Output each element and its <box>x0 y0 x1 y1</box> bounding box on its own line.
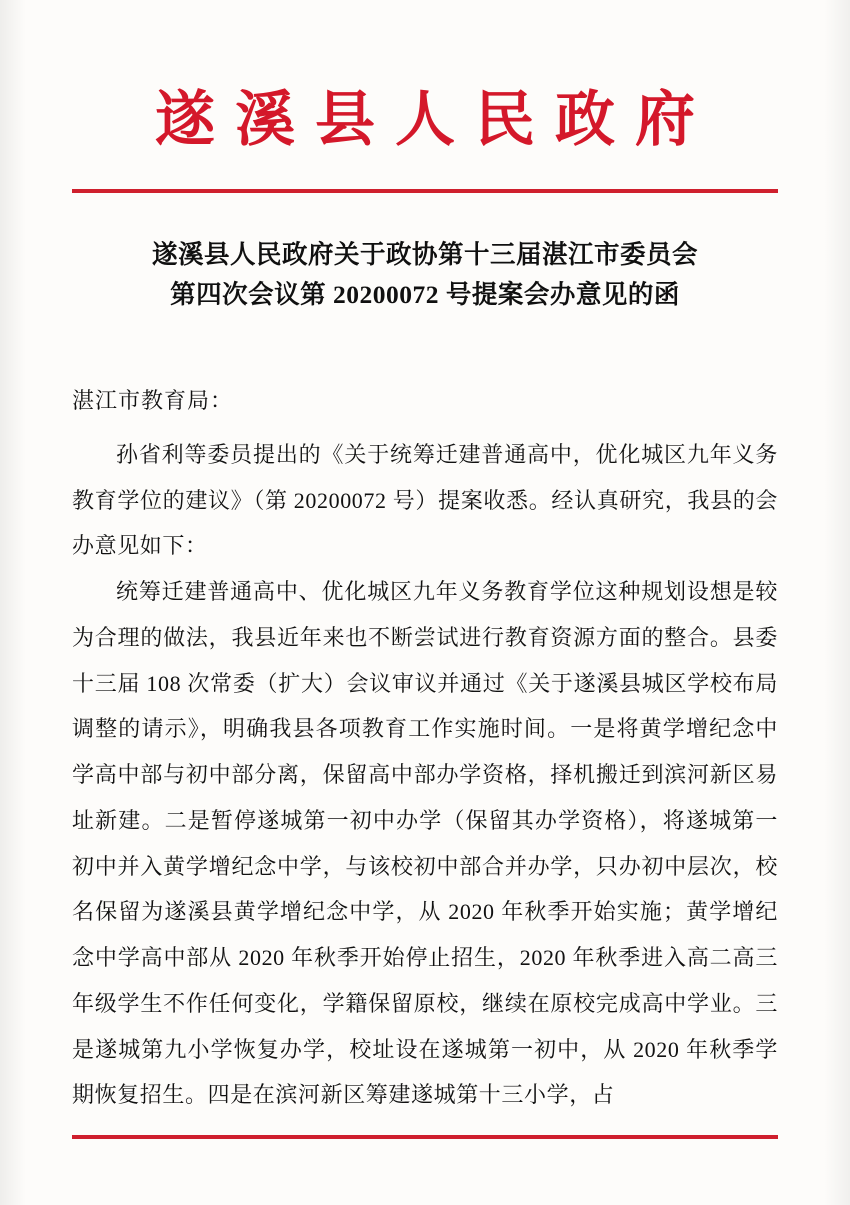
footer-divider <box>72 1135 778 1139</box>
issuing-organization-title: 遂溪县人民政府 <box>155 87 715 153</box>
recipient-line: 湛江市教育局： <box>72 388 234 414</box>
document-title <box>72 235 778 314</box>
document-title-line-1: 遂溪县人民政府关于政协第十三届湛江市委员会 <box>151 240 698 269</box>
letterhead-divider-top <box>72 189 778 193</box>
document-body <box>72 432 778 1118</box>
body-paragraph-1: 孙省利等委员提出的《关于统筹迁建普通高中，优化城区九年义务教育学位的建议》（第 20200072 号）提案收悉。经认真研究，我县的会办意见如下： <box>72 441 778 559</box>
letterhead <box>72 0 778 155</box>
document-title-line-2: 第四次会议第 20200072 号提案会办意见的函 <box>170 279 680 309</box>
body-paragraph-2: 统筹迁建普通高中、优化城区九年义务教育学位这种规划设想是较为合理的做法，我县近年来也不断尝试进行教育资源方面的整合。县委十三届 108 次常委（扩大）会议审议并通过《关于遂溪县城区学校布局调整的请示》，明确我县各项教育工作实施时间。一是将黄学增纪念中学高中部与初中部分离，保留高中部办学资格，择机搬迁到滨河新区易址新建。二是暂停遂城第一初中办学（保留其办学资格），将遂城第一初中并入黄学增纪念中学，与该校初中部合并办学，只办初中层次，校名保留为遂溪县黄学增纪念中学，从 2020 年秋季开始实施；黄学增纪念中学高中部从 2020 年秋季开始停止招生，2020 年秋季进入高二高三年级学生不作任何变化，学籍保留原校，继续在原校完成高中学业。三是遂城第九小学恢复办学，校址设在遂城第一初中，从 2020 年秋季学期恢复招生。四是在滨河新区筹建遂城第十三小学，占 <box>72 579 778 1108</box>
